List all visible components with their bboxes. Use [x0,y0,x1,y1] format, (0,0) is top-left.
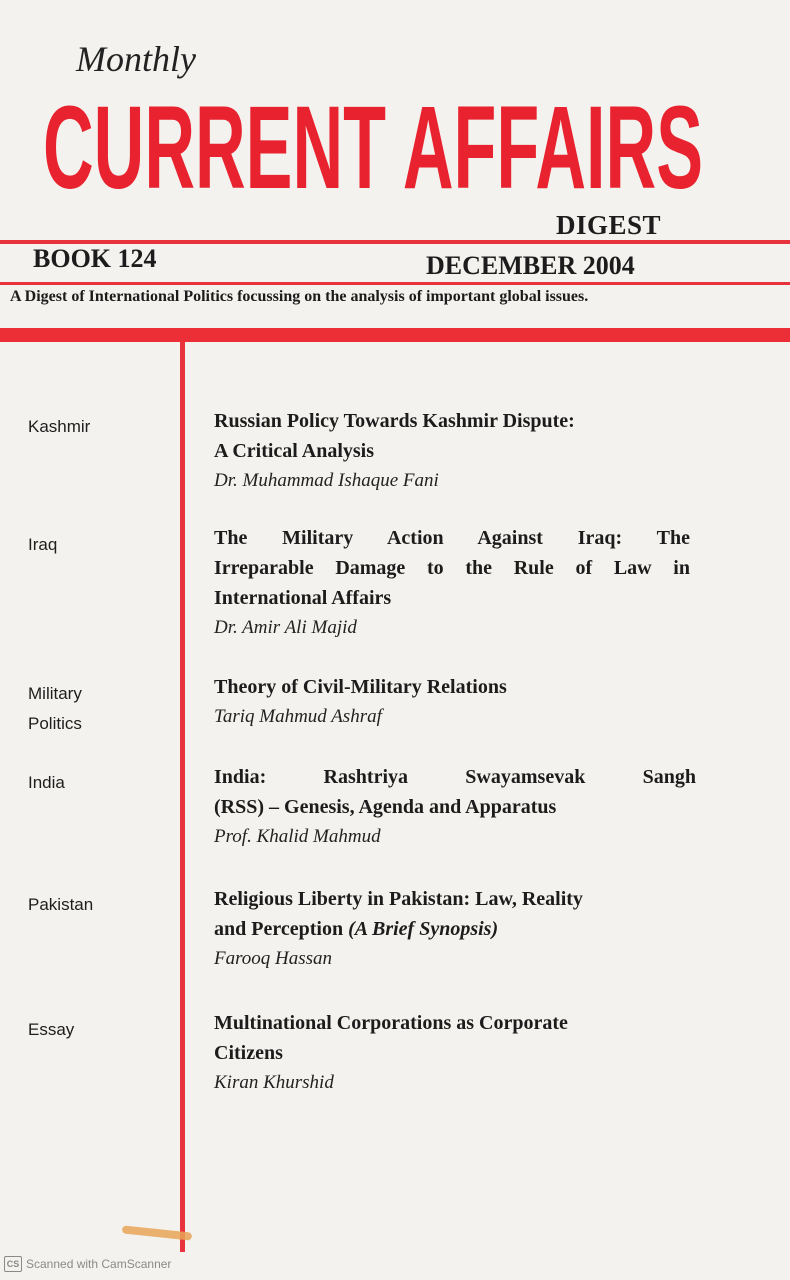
camscanner-icon: CS [4,1256,22,1272]
article-author: Dr. Amir Ali Majid [214,617,357,638]
section-label-pakistan: Pakistan [28,895,94,914]
toc-entry-kashmir [214,406,714,496]
masthead-digest: DIGEST [556,210,662,240]
section-label-line: Politics [28,714,82,733]
toc-entry-essay [214,1008,684,1098]
article-author: Tariq Mahmud Ashraf [214,706,382,727]
column-divider [180,342,185,1252]
toc-entry-iraq [214,523,690,643]
masthead-title [38,80,708,210]
issue-date: DECEMBER 2004 [426,251,635,280]
article-title: International Affairs [214,587,392,609]
article-title: Citizens [214,1042,283,1064]
article-author: Dr. Muhammad Ishaque Fani [214,470,439,491]
header-rule-middle [0,282,790,285]
article-title: India: Rashtriya Swayamsevak Sangh [214,766,696,788]
article-title: Religious Liberty in Pakistan: Law, Reality [214,888,583,910]
article-title: A Critical Analysis [214,440,375,462]
scanner-watermark [4,1256,171,1272]
section-label-essay: Essay [28,1020,75,1039]
article-title: and Perception [214,918,344,940]
article-title: The Military Action Against Iraq: The [214,527,690,549]
scanner-text: Scanned with CamScanner [26,1257,172,1271]
article-title: (RSS) – Genesis, Agenda and Apparatus [214,796,557,818]
section-label-iraq: Iraq [28,535,58,554]
article-author: Kiran Khurshid [214,1072,334,1093]
toc-entry-pakistan [214,884,700,974]
article-title-note: (A Brief Synopsis) [348,918,499,940]
article-title: Theory of Civil-Military Relations [214,676,507,698]
section-label-kashmir: Kashmir [28,417,91,436]
masthead-monthly: Monthly [76,39,196,79]
section-label-military-politics [28,679,82,739]
toc-entry-military-politics [214,672,714,732]
article-author: Farooq Hassan [214,948,333,969]
section-label-line: Military [28,684,82,703]
article-author: Prof. Khalid Mahmud [214,826,381,847]
book-number: BOOK 124 [33,244,157,273]
article-title-line [214,914,700,944]
header-rule-bottom [0,328,790,342]
masthead-title-text: CURRENT AFFAIRS [43,82,703,210]
tagline: A Digest of International Politics focussing on the analysis of important global issues. [10,288,589,305]
article-title: Multinational Corporations as Corporate [214,1012,568,1034]
toc-entry-india [214,762,696,852]
article-title: Irreparable Damage to the Rule of Law in [214,557,690,579]
article-title: Russian Policy Towards Kashmir Dispute: [214,410,575,432]
section-label-india: India [28,773,65,792]
